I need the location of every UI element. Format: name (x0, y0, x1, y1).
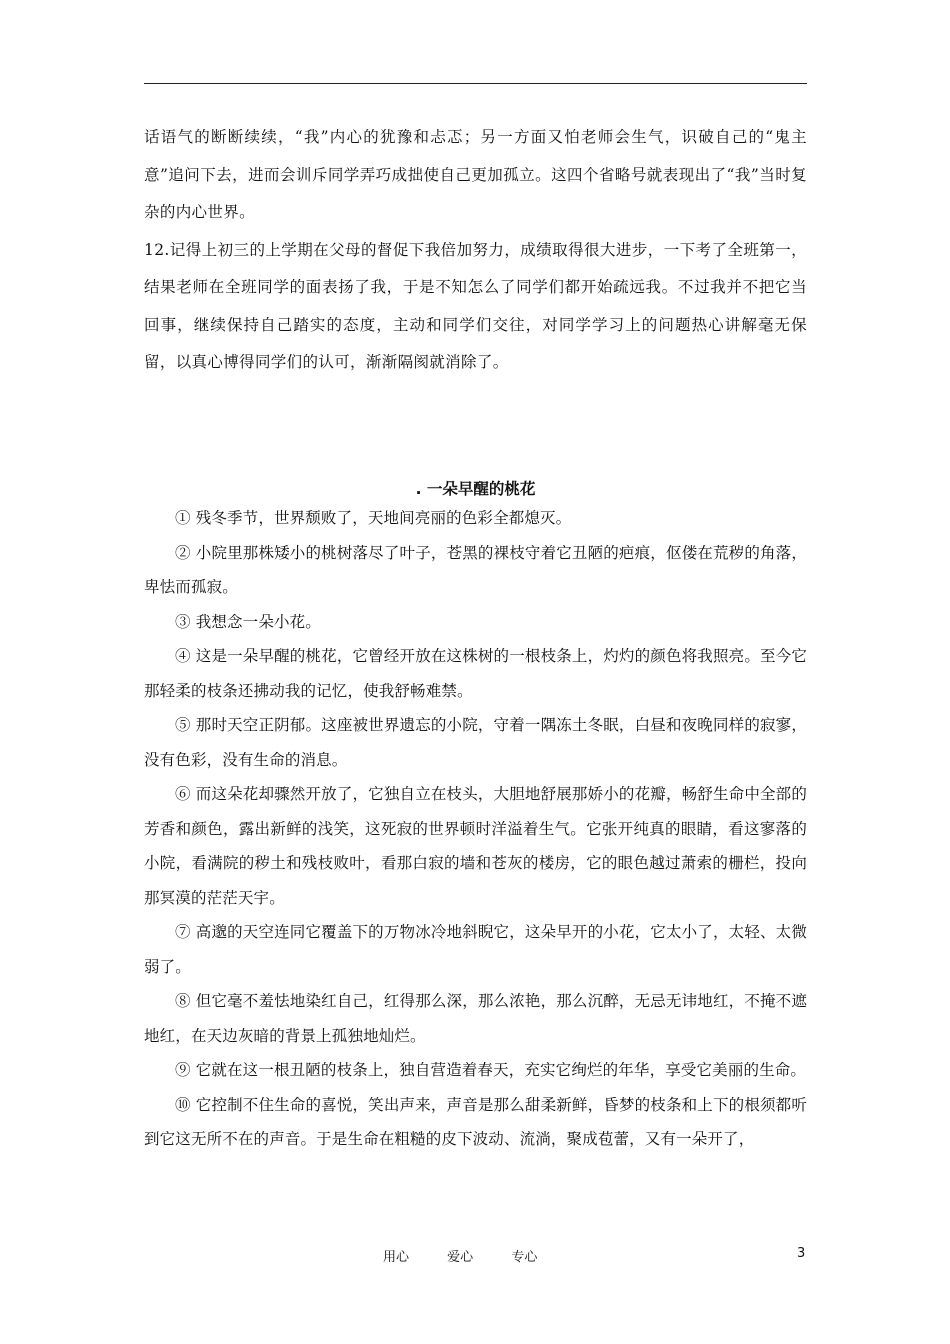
footer-motto-1: 用心 (383, 1250, 410, 1265)
story-paragraph-8: ⑧ 但它毫不羞怯地染红自己，红得那么深，那么浓艳，那么沉醉，无忌无讳地红，不掩不遮地红，在天边灰暗的背景上孤独地灿烂。 (144, 992, 807, 1045)
answer-paragraph-12: 12.记得上初三的上学期在父母的督促下我倍加努力，成绩取得很大进步，一下考了全班第一，结果老师在全班同学的面表扬了我，于是不知怎么了同学们都开始疏远我。不过我并不把它当回事，继续保持自己踏实的态度，主动和同学们交往，对同学学习上的问题热心讲解毫无保留，以真心博得同学们的认可，渐渐隔阂就消除了。 (144, 240, 807, 371)
story-paragraph-6: ⑥ 而这朵花却骤然开放了，它独自立在枝头，大胆地舒展那娇小的花瓣，畅舒生命中全部的芳香和颜色，露出新鲜的浅笑，这死寂的世界顿时洋溢着生气。它张开纯真的眼睛，看这寥落的小院，看满院的秽土和残枝败叶，看那白寂的墙和苍灰的楼房，它的眼色越过萧索的栅栏，投向那冥漠的茫茫天宇。 (144, 785, 807, 907)
story-paragraph-1: ① 残冬季节，世界颓败了，天地间亮丽的色彩全都熄灭。 (175, 509, 572, 527)
page-body (144, 119, 807, 1148)
story-paragraph-4: ④ 这是一朵早醒的桃花，它曾经开放在这株树的一根枝条上，灼灼的颜色将我照亮。至今它那轻柔的枝条还拂动我的记忆，使我舒畅难禁。 (144, 647, 807, 700)
story-paragraph-9: ⑨ 它就在这一根丑陋的枝条上，独自营造着春天，充实它绚烂的年华，享受它美丽的生命。 (175, 1061, 807, 1079)
footer-motto (383, 1246, 571, 1265)
previous-answer-block (144, 119, 807, 382)
story-paragraph-2: ② 小院里那株矮小的桃树落尽了叶子，苍黑的裸枝守着它丑陋的疤痕，伛偻在荒秽的角落，卑怯而孤寂。 (144, 543, 807, 596)
answer-paragraph: 话语气的断断续续，“我”内心的犹豫和忐忑；另一方面又怕老师会生气，识破自己的“鬼主意”追问下去，进而会训斥同学弄巧成拙使自己更加孤立。这四个省略号就表现出了“我”当时复杂的内心世界。 (144, 128, 807, 221)
header-rule (144, 83, 807, 84)
story-paragraph-5: ⑤ 那时天空正阴郁。这座被世界遗忘的小院，守着一隅冻土冬眠，白昼和夜晚同样的寂寥，没有色彩，没有生命的消息。 (144, 716, 807, 769)
footer-motto-3: 专心 (511, 1250, 538, 1265)
story-paragraph-10: ⑩ 它控制不住生命的喜悦，笑出声来，声音是那么甜柔新鲜，昏梦的枝条和上下的根须都听到它这无所不在的声音。于是生命在粗糙的皮下波动、流淌，聚成苞蕾，又有一朵开了， (144, 1095, 807, 1148)
page-number: 3 (797, 1246, 806, 1261)
section-title: . 一朵早醒的桃花 (415, 480, 536, 498)
story-text (144, 501, 807, 1157)
story-paragraph-3: ③ 我想念一朵小花。 (175, 612, 321, 631)
story-paragraph-7: ⑦ 高邈的天空连同它覆盖下的万物冰冷地斜睨它，这朵早开的小花，它太小了，太轻、太微弱了。 (144, 923, 807, 976)
footer-motto-2: 爱心 (447, 1250, 474, 1265)
